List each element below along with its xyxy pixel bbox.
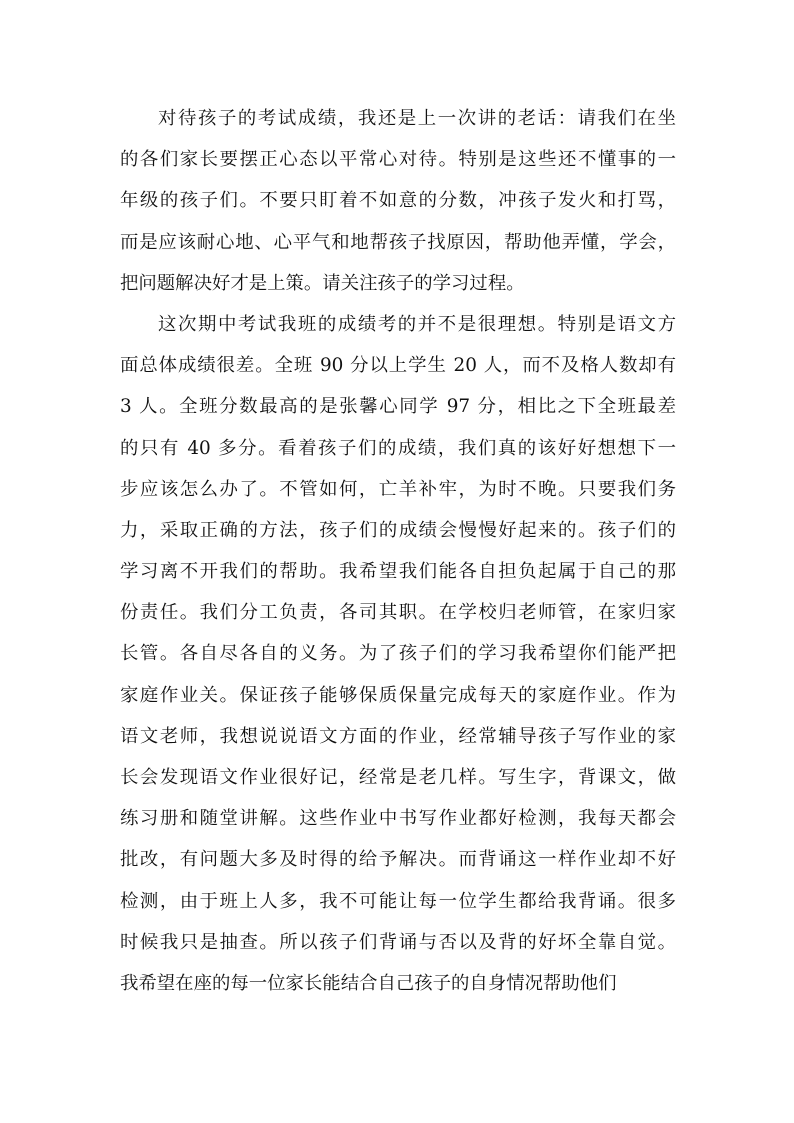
paragraph-2-line-11: 语文老师，我想说说语文方面的作业，经常辅导孩子写作业的家 (120, 725, 676, 747)
paragraph-2-line-10: 家庭作业关。保证孩子能够保质保量完成每天的家庭作业。作为 (120, 684, 676, 706)
document-body (120, 98, 676, 1004)
paragraph-2-line-14: 批改，有问题大多及时得的给予解决。而背诵这一样作业却不好 (120, 849, 676, 871)
paragraph-2-line-16: 时候我只是抽查。所以孩子们背诵与否以及背的好坏全靠自觉。 (120, 931, 676, 953)
paragraph-2-line-2: 面总体成绩很差。全班 90 分以上学生 20 人，而不及格人数却有 (120, 355, 676, 377)
paragraph-2-line-1: 这次期中考试我班的成绩考的并不是很理想。特别是语文方 (158, 313, 676, 335)
paragraph-2-line-7: 学习离不开我们的帮助。我希望我们能各自担负起属于自己的那 (120, 561, 676, 583)
paragraph-1-line-4: 而是应该耐心地、心平气和地帮孩子找原因，帮助他弄懂，学会， (120, 231, 676, 253)
paragraph-1-line-5: 把问题解决好才是上策。请关注孩子的学习过程。 (120, 272, 525, 294)
paragraph-1-line-3: 年级的孩子们。不要只盯着不如意的分数，冲孩子发火和打骂， (120, 190, 676, 212)
paragraph-2-line-5: 步应该怎么办了。不管如何，亡羊补牢，为时不晚。只要我们务 (120, 478, 676, 500)
paragraph-2-line-4: 的只有 40 多分。看着孩子们的成绩，我们真的该好好想想下一 (120, 437, 676, 459)
paragraph-2-line-15: 检测，由于班上人多，我不可能让每一位学生都给我背诵。很多 (120, 890, 676, 912)
paragraph-2-line-17: 我希望在座的每一位家长能结合自己孩子的自身情况帮助他们 (120, 972, 617, 994)
paragraph-2-line-12: 长会发现语文作业很好记，经常是老几样。写生字，背课文，做 (120, 767, 676, 788)
paragraph-2-line-13: 练习册和随堂讲解。这些作业中书写作业都好检测，我每天都会 (120, 808, 676, 830)
paragraph-1-line-1: 对待孩子的考试成绩，我还是上一次讲的老话：请我们在坐 (158, 108, 676, 129)
paragraph-2-line-8: 份责任。我们分工负责，各司其职。在学校归老师管，在家归家 (120, 602, 676, 624)
paragraph-2-line-3: 3 人。全班分数最高的是张馨心同学 97 分，相比之下全班最差 (120, 396, 676, 418)
paragraph-1-line-2: 的各们家长要摆正心态以平常心对待。特别是这些还不懂事的一 (120, 149, 676, 171)
paragraph-2-line-9: 长管。各自尽各自的义务。为了孩子们的学习我希望你们能严把 (120, 643, 676, 665)
paragraph-2-line-6: 力，采取正确的方法，孩子们的成绩会慢慢好起来的。孩子们的 (120, 519, 676, 541)
